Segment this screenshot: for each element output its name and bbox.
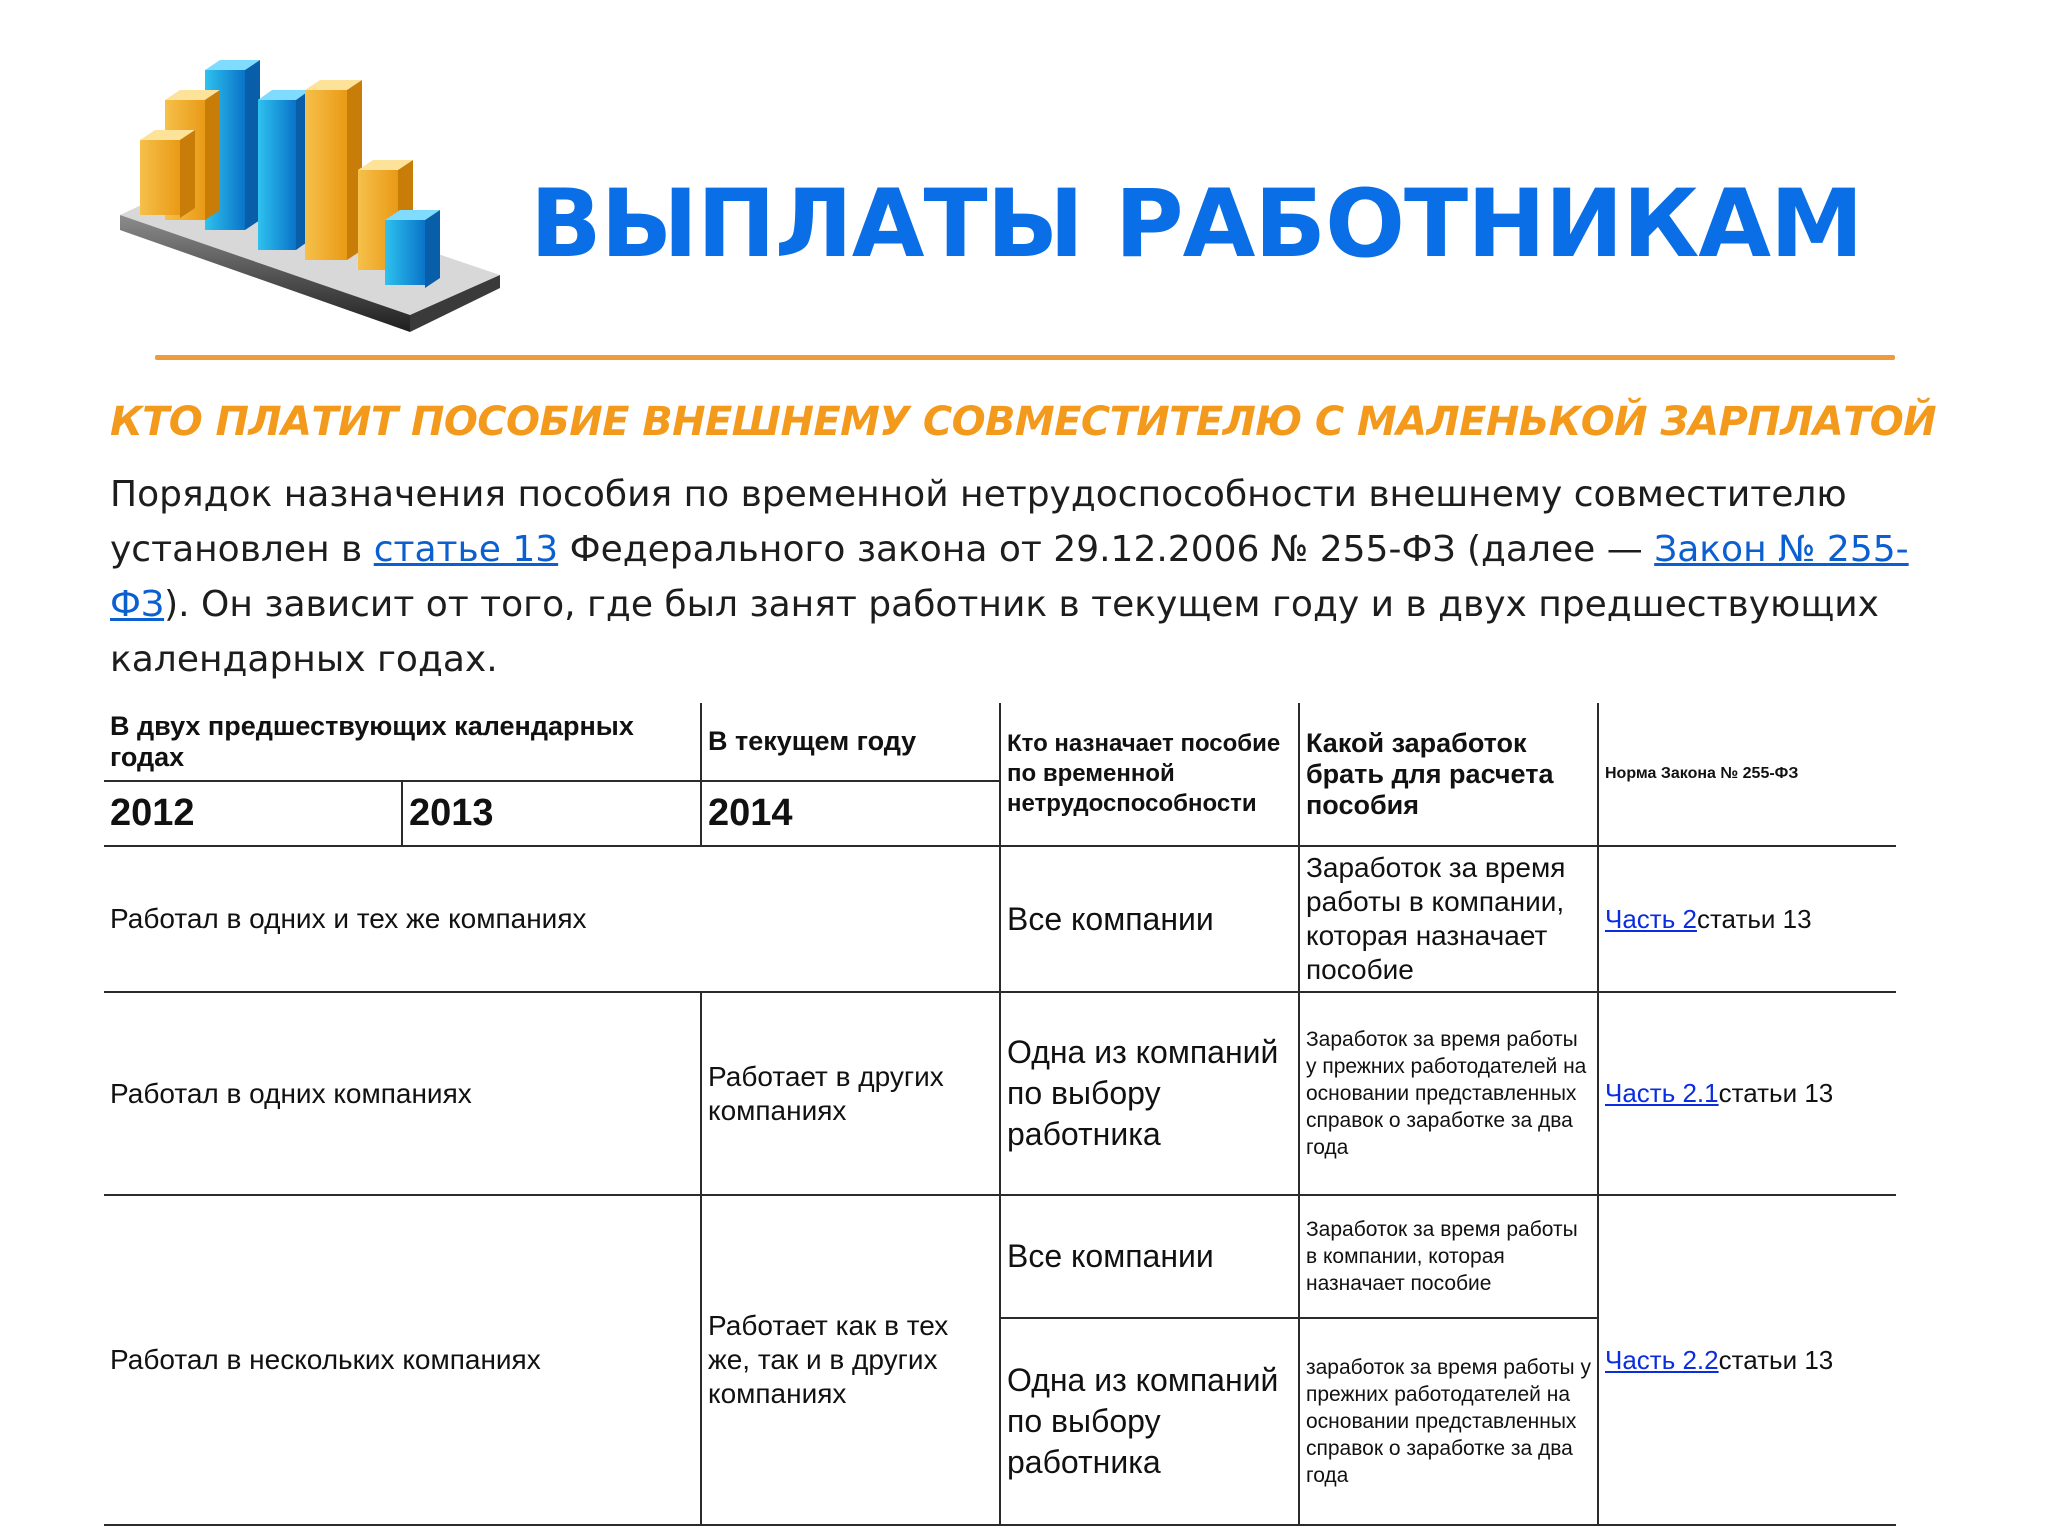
row3-previous: Работал в нескольких компаниях [104, 1195, 701, 1525]
intro-paragraph [110, 467, 1930, 687]
benefits-table [104, 703, 1896, 1526]
row2-current: Работает в других компаниях [701, 992, 1000, 1195]
row2-earnings: Заработок за время работы у прежних работодателей на основании представленных справок о заработке за два года [1299, 992, 1598, 1195]
row3-current: Работает как в тех же, так и в других компаниях [701, 1195, 1000, 1525]
row3-who-b: Одна из компаний по выбору работника [1000, 1318, 1299, 1525]
intro-text-3: ). Он зависит от того, где был занят работник в текущем году и в двух предшествующих календарных годах. [110, 584, 1879, 680]
row1-earnings: Заработок за время работы в компании, которая назначает пособие [1299, 846, 1598, 992]
table-header-row [104, 703, 1896, 781]
row2-who: Одна из компаний по выбору работника [1000, 992, 1299, 1195]
row3-norm [1598, 1195, 1896, 1525]
row3-who-a: Все компании [1000, 1195, 1299, 1318]
row3-earnings-a: Заработок за время работы в компании, которая назначает пособие [1299, 1195, 1598, 1318]
section-subtitle: КТО ПЛАТИТ ПОСОБИЕ ВНЕШНЕМУ СОВМЕСТИТЕЛЮ С МАЛЕНЬКОЙ ЗАРПЛАТОЙ [110, 399, 1937, 445]
row1-previous: Работал в одних и тех же компаниях [104, 846, 1000, 992]
bar-chart-3d-icon [110, 40, 510, 340]
year-2014: 2014 [701, 781, 1000, 846]
intro-text-1: Порядок назначения пособия по временной нетрудоспособности внешнему совместителю установлен в [110, 474, 1847, 570]
year-2013: 2013 [402, 781, 701, 846]
law-255-link[interactable]: Закон № 255-ФЗ [110, 529, 1909, 625]
header-earnings: Какой заработок брать для расчета пособия [1299, 703, 1598, 846]
table-row [104, 1195, 1896, 1318]
row3-norm-text: статьи 13 [1718, 1344, 1834, 1375]
header-norm: Норма Закона № 255-ФЗ [1598, 703, 1896, 846]
header-two-years: В двух предшествующих календарных годах [104, 703, 701, 781]
page-title: ВЫПЛАТЫ РАБОТНИКАМ [530, 170, 1863, 279]
row3-earnings-b: заработок за время работы у прежних работодателей на основании представленных справок о заработке за два года [1299, 1318, 1598, 1525]
row2-norm [1598, 992, 1896, 1195]
intro-text-2: Федерального закона от 29.12.2006 № 255-ФЗ (далее — [558, 529, 1655, 570]
row1-norm [1598, 846, 1896, 992]
year-2012: 2012 [104, 781, 402, 846]
row1-norm-link[interactable]: Часть 2 [1605, 903, 1697, 934]
row2-previous: Работал в одних компаниях [104, 992, 701, 1195]
row1-norm-text: статьи 13 [1696, 903, 1812, 934]
row2-norm-link[interactable]: Часть 2.1 [1605, 1078, 1719, 1108]
article-13-link[interactable]: статье 13 [373, 529, 559, 570]
header-current-year: В текущем году [701, 703, 1000, 781]
title-divider [155, 355, 1895, 360]
header-who-assigns: Кто назначает пособие по временной нетрудоспособности [1000, 703, 1299, 846]
table-row [104, 846, 1896, 992]
table-row [104, 992, 1896, 1195]
row2-norm-text: статьи 13 [1718, 1078, 1834, 1108]
row1-who: Все компании [1000, 846, 1299, 992]
row3-norm-link[interactable]: Часть 2.2 [1605, 1344, 1719, 1375]
